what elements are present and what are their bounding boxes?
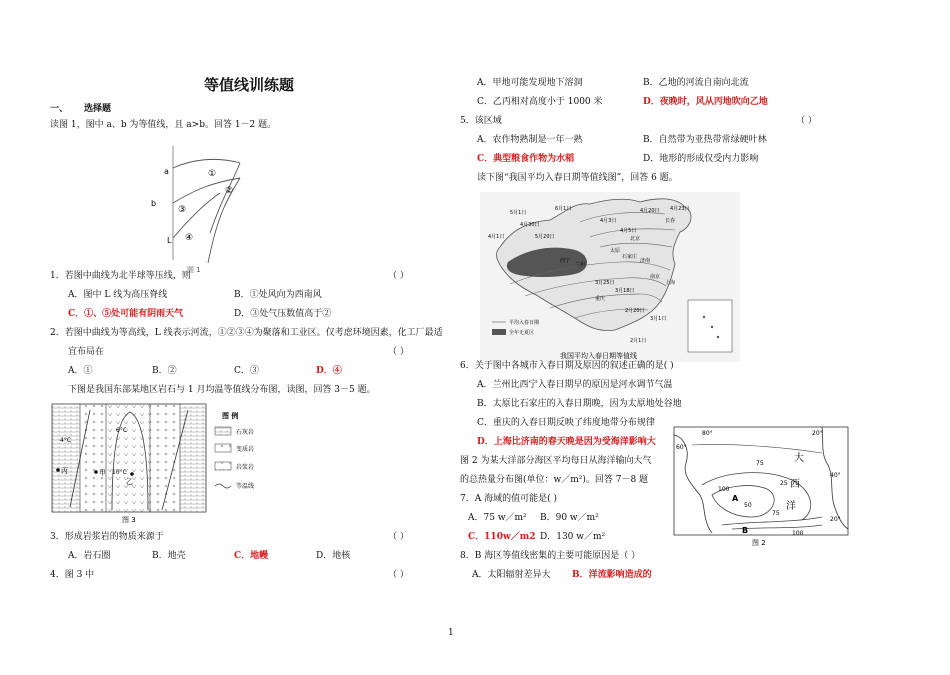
q1-paren: （ ） bbox=[388, 271, 409, 281]
fig3-label-t10: 10°C bbox=[112, 469, 127, 476]
map-label-taiyuan: 太原 bbox=[610, 248, 621, 254]
fig3-legend-metamorphic: 变质岩 bbox=[236, 446, 255, 453]
fig3-caption: 图 3 bbox=[122, 516, 136, 524]
q2-option-a: A．① bbox=[68, 366, 93, 376]
map-label-3m25: 3月25日 bbox=[595, 280, 615, 286]
map-label-2m20: 2月20日 bbox=[625, 308, 645, 314]
q5-stem: 5．该区域 bbox=[460, 116, 502, 126]
map-label-4m1: 4月1日 bbox=[488, 234, 505, 240]
map-label-5m20: 5月20日 bbox=[535, 234, 555, 240]
fig3-label-t4: 4°C bbox=[60, 437, 72, 444]
q8-stem: 8．B 海区等值线密集的主要可能原因是（ ） bbox=[460, 551, 641, 561]
map-label-4m30: 4月30日 bbox=[520, 222, 540, 228]
q5-option-c: C．典型粮食作物为水稻 bbox=[477, 154, 575, 164]
figure-3 bbox=[50, 402, 325, 524]
map-label-4m20: 4月20日 bbox=[640, 208, 660, 214]
fig2-label-A: A bbox=[732, 494, 739, 503]
q2-option-c: C．③ bbox=[234, 366, 259, 376]
page-title: 等值线训练题 bbox=[204, 76, 295, 94]
q6-option-d: D．上海比济南的春天晚是因为受海洋影响大 bbox=[477, 437, 656, 447]
map-label-4m23: 4月23日 bbox=[670, 206, 690, 212]
fig3-label-t6: 6°C bbox=[116, 427, 128, 434]
fig2-label-yang: 洋 bbox=[786, 501, 796, 512]
fig2-label-v100b: 100 bbox=[792, 530, 804, 537]
fig2-label-v100: 100 bbox=[718, 486, 730, 493]
q4-option-d: D．夜晚时，风从丙地吹向乙地 bbox=[643, 97, 768, 107]
fig2-label-v50: 50 bbox=[744, 502, 752, 509]
q5-option-d: D．地形的形成仅受内力影响 bbox=[643, 154, 759, 164]
map-label-2m1: 2月1日 bbox=[630, 338, 647, 344]
q6-stem: 6．关于图中各城市入春日期及原因的叙述正确的是( ) bbox=[460, 361, 674, 371]
q5-option-b: B．自然带为亚热带常绿硬叶林 bbox=[643, 135, 767, 145]
q6-option-c: C．重庆的入春日期反映了纬度地带分布规律 bbox=[477, 418, 655, 428]
fig2-caption: 图 2 bbox=[752, 539, 766, 547]
fig1-caption: 图 1 bbox=[187, 266, 201, 274]
fig2-label-da: 大 bbox=[794, 453, 804, 464]
fig1-label-c3: ③ bbox=[178, 205, 187, 215]
map-label-nanjing: 南京 bbox=[650, 274, 661, 280]
intro-q1-2: 读图 1，图中 a、b 为等值线，且 a>b。回答 1－2 题。 bbox=[50, 120, 277, 130]
intro-q3-5: 下图是我国东部某地区岩石与 1 月均温等值线分布图，读图，回答 3－5 题。 bbox=[68, 385, 376, 395]
fig3-label-bing: 丙 bbox=[61, 467, 68, 475]
fig2-label-xi: 西 bbox=[790, 479, 800, 490]
q1-option-b: B．①处风向为西南风 bbox=[234, 290, 322, 300]
q7-option-d: D．130 w／m² bbox=[540, 532, 606, 542]
map-legend-spring: 平均入春日期 bbox=[509, 320, 540, 326]
fig1-label-a: a bbox=[164, 167, 169, 176]
fig3-legend-igneous: 岩浆岩 bbox=[236, 464, 255, 471]
fig1-label-b: b bbox=[151, 199, 157, 208]
q6-option-b: B．太原比石家庄的入春日期晚，因为太原地处谷地 bbox=[477, 399, 682, 409]
q4-option-c: C．乙丙相对高度小于 1000 米 bbox=[477, 97, 603, 107]
q3-option-c: C．地幔 bbox=[234, 551, 269, 561]
intro-q7-8-line2: 的总热量分布图(单位：w／m²)。回答 7－8 题 bbox=[460, 475, 649, 485]
q2-stem: 2．若图中曲线为等高线，L 线表示河流，①②③④为聚落和工业区。仅考虑环境因素，化工厂最适 bbox=[50, 328, 443, 338]
fig3-label-yi: 乙 bbox=[126, 478, 133, 486]
map-label-5m1: 5月1日 bbox=[510, 210, 527, 216]
map-label-3m1: 3月1日 bbox=[650, 316, 667, 322]
figure-2 bbox=[672, 425, 850, 547]
figure-1 bbox=[150, 138, 250, 278]
map-label-lanzhou: 兰州 bbox=[575, 262, 586, 268]
fig1-label-c2: ② bbox=[225, 186, 234, 196]
fig3-legend-isotherm: 等温线 bbox=[236, 483, 255, 490]
intro-q7-8-line1: 图 2 为某大洋部分海区平均每日从海洋输向大气 bbox=[460, 456, 652, 466]
q2-stem-cont: 宜布局在 bbox=[68, 347, 105, 357]
page-number: 1 bbox=[448, 628, 454, 638]
q4-option-b: B．乙地的河流自南向北流 bbox=[643, 78, 749, 88]
q1-option-d: D．③处气压数值高于② bbox=[234, 309, 332, 319]
q3-option-d: D．地核 bbox=[316, 551, 351, 561]
q7-option-c: C．110w／m2 bbox=[468, 532, 536, 542]
map-label-3m18: 3月18日 bbox=[615, 288, 635, 294]
map-label-xining: 西宁 bbox=[560, 258, 571, 264]
fig3-legend-title: 图 例 bbox=[222, 412, 239, 420]
fig1-label-c4: ④ bbox=[185, 233, 194, 243]
map-label-chongqing: 重庆 bbox=[595, 296, 606, 302]
q1-stem: 1．若图中曲线为北半球等压线，则 bbox=[50, 271, 191, 281]
map-label-shijiazhuang: 石家庄 bbox=[622, 254, 638, 260]
q1-option-c: C．①、⑤处可能有阴雨天气 bbox=[68, 309, 184, 319]
fig3-legend-limestone: 石灰岩 bbox=[236, 429, 255, 436]
q1-option-a: A．图中 L 线为高压脊线 bbox=[68, 290, 168, 300]
fig2-label-lat20: 20° bbox=[830, 516, 841, 523]
intro-q6: 读下图“我国平均入春日期等值线图”，回答 6 题。 bbox=[477, 173, 678, 183]
q3-option-a: A．岩石圈 bbox=[68, 551, 111, 561]
fig2-label-B: B bbox=[742, 526, 749, 535]
fig2-label-v75b: 75 bbox=[772, 510, 780, 517]
q3-paren: （ ） bbox=[388, 532, 409, 542]
fig2-label-lon80: 80° bbox=[702, 430, 713, 437]
q2-option-b: B．② bbox=[152, 366, 177, 376]
map-label-jinan: 济南 bbox=[640, 258, 651, 264]
q6-option-a: A．兰州比西宁入春日期早的原因是河水调节气温 bbox=[477, 380, 673, 390]
q4-option-a: A．甲地可能发现地下溶洞 bbox=[477, 78, 583, 88]
fig1-label-L: L bbox=[167, 236, 172, 245]
fig2-label-lat60: 60° bbox=[676, 444, 687, 451]
q7-stem: 7．A 海域的值可能是( ) bbox=[460, 494, 557, 504]
q3-stem: 3．形成岩浆岩的物质来源于 bbox=[50, 532, 164, 542]
q7-option-a: A．75 w／m² bbox=[468, 513, 527, 523]
q7-option-b: B．90 w／m² bbox=[540, 513, 599, 523]
q2-option-d: D．④ bbox=[316, 366, 342, 376]
q4-paren: （ ） bbox=[388, 570, 409, 580]
map-label-shanghai: 上海 bbox=[665, 280, 676, 286]
fig2-label-lon20: 20° bbox=[812, 430, 823, 437]
map-label-4m3: 4月3日 bbox=[600, 218, 617, 224]
q5-paren: （ ） bbox=[796, 116, 817, 126]
fig2-label-v75: 75 bbox=[756, 460, 764, 467]
q3-option-b: B．地壳 bbox=[152, 551, 186, 561]
map-label-beijing: 北京 bbox=[630, 236, 641, 242]
q8-option-b: B．洋流影响造成的 bbox=[572, 570, 652, 580]
fig2-label-lat40: 40° bbox=[830, 472, 841, 479]
fig1-label-c1: ① bbox=[208, 169, 217, 179]
q5-option-a: A．农作物熟制是一年一熟 bbox=[477, 135, 583, 145]
map-label-changchun: 长春 bbox=[665, 218, 676, 224]
q8-option-a: A．太阳辐射差异大 bbox=[472, 570, 551, 580]
china-spring-map bbox=[480, 192, 740, 362]
section-number: 一、 bbox=[50, 104, 69, 114]
q2-paren: （ ） bbox=[388, 347, 409, 357]
map-label-4m5: 4月5日 bbox=[620, 228, 637, 234]
map-caption: 我国平均入春日期等值线 bbox=[560, 352, 637, 360]
fig3-label-jia: 甲 bbox=[99, 469, 106, 477]
q4-stem: 4．图 3 中 bbox=[50, 570, 95, 580]
map-label-6m1: 6月1日 bbox=[555, 206, 572, 212]
map-legend-nosummer: 全年无夏区 bbox=[509, 330, 535, 336]
section-label: 选择题 bbox=[84, 104, 112, 114]
fig2-label-v25: 25 bbox=[780, 480, 788, 487]
